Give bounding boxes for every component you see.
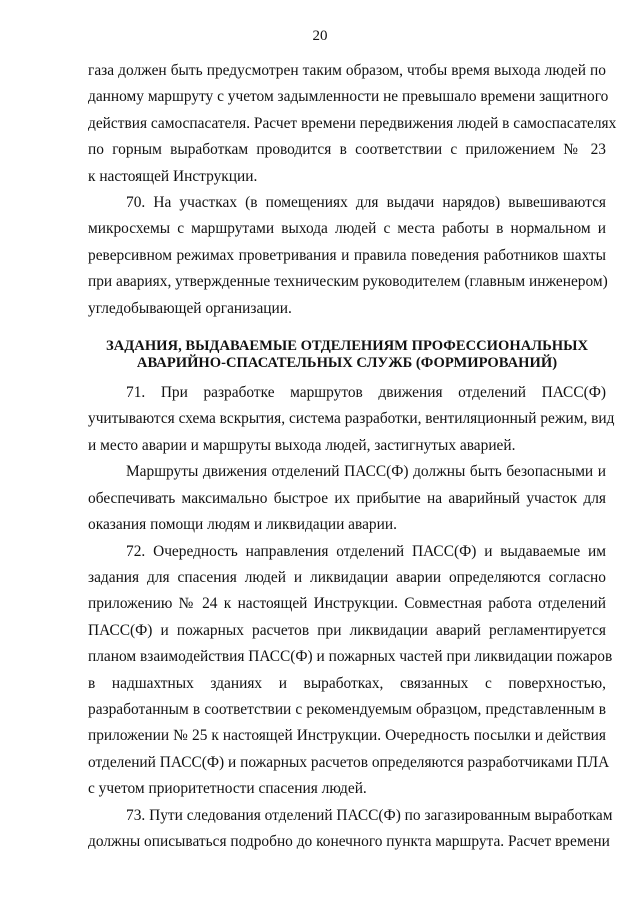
section-heading — [88, 338, 606, 372]
paragraph-line: при авариях, утвержденные техническим руководителем (главным инженером) — [88, 273, 608, 291]
paragraph — [88, 380, 615, 459]
paragraph-line: приложению № 24 к настоящей Инструкции. Совместная работа отделений — [88, 595, 606, 613]
paragraph — [88, 459, 606, 538]
paragraph-line: разработанным в соответствии с рекомендуемым образцом, представленным в — [88, 700, 606, 718]
paragraph-line: 73. Пути следования отделений ПАСС(Ф) по загазированным выработкам — [126, 806, 613, 824]
paragraph-line: задания для спасения людей и ликвидации аварии определяются согласно — [88, 568, 606, 586]
paragraph-line: учитываются схема вскрытия, система разработки, вентиляционный режим, вид — [88, 410, 615, 428]
section-heading-line-2: АВАРИЙНО-СПАСАТЕЛЬНЫХ СЛУЖБ (ФОРМИРОВАНИЙ) — [136, 355, 558, 372]
paragraph-line: обеспечивать максимально быстрое их прибытие на аварийный участок для — [88, 489, 606, 507]
paragraph-line: с учетом приоритетности спасения людей. — [88, 780, 367, 798]
top-paragraphs — [88, 58, 617, 322]
paragraph-line: должны описываться подробно до конечного пункта маршрута. Расчет времени — [88, 832, 610, 850]
paragraph-line: действия самоспасателя. Расчет времени передвижения людей в самоспасателях — [88, 114, 617, 132]
paragraph-line: микросхемы с маршрутами выхода людей с места работы в нормальном и — [88, 220, 606, 238]
paragraph-line: по горным выработкам проводится в соответствии с приложением № 23 — [88, 141, 606, 159]
paragraph-line: Маршруты движения отделений ПАСС(Ф) должны быть безопасными и — [126, 463, 606, 481]
paragraph — [88, 190, 606, 322]
paragraph-line: угледобывающей организации. — [88, 299, 292, 317]
paragraph — [88, 58, 617, 190]
paragraph-line: 71. При разработке маршрутов движения отделений ПАСС(Ф) — [126, 384, 606, 402]
paragraph-line: планом взаимодействия ПАСС(Ф) и пожарных частей при ликвидации пожаров — [88, 648, 613, 666]
paragraph-line: приложении № 25 к настоящей Инструкции. Очередность посылки и действия — [88, 727, 606, 745]
paragraph-line: и место аварии и маршруты выхода людей, застигнутых аварией. — [88, 436, 516, 454]
paragraph-line: 72. Очередность направления отделений ПАСС(Ф) и выдаваемые им — [126, 542, 606, 560]
paragraph-line: ПАСС(Ф) и пожарных расчетов при ликвидации аварий регламентируется — [88, 621, 606, 639]
paragraph — [88, 803, 613, 856]
bottom-paragraphs — [88, 380, 615, 855]
paragraph — [88, 539, 613, 803]
paragraph-line: 70. На участках (в помещениях для выдачи нарядов) вывешиваются — [126, 194, 606, 212]
section-heading-line-1: ЗАДАНИЯ, ВЫДАВАЕМЫЕ ОТДЕЛЕНИЯМ ПРОФЕССИОНАЛЬНЫХ — [106, 338, 588, 355]
paragraph-line: отделений ПАСС(Ф) и пожарных расчетов определяются разработчиками ПЛА — [88, 753, 610, 771]
paragraph-line: газа должен быть предусмотрен таким образом, чтобы время выхода людей по — [88, 62, 606, 79]
paragraph-line: данному маршруту с учетом задымленности не превышало времени защитного — [88, 88, 609, 106]
page-number: 20 — [312, 28, 328, 44]
paragraph-line: реверсивном режимах проветривания и правила поведения работников шахты — [88, 246, 606, 264]
document-body — [88, 58, 617, 855]
paragraph-line: оказания помощи людям и ликвидации аварии. — [88, 516, 397, 534]
paragraph-line: в надшахтных зданиях и выработках, связанных с поверхностью, — [88, 674, 606, 692]
paragraph-line: к настоящей Инструкции. — [88, 167, 258, 185]
